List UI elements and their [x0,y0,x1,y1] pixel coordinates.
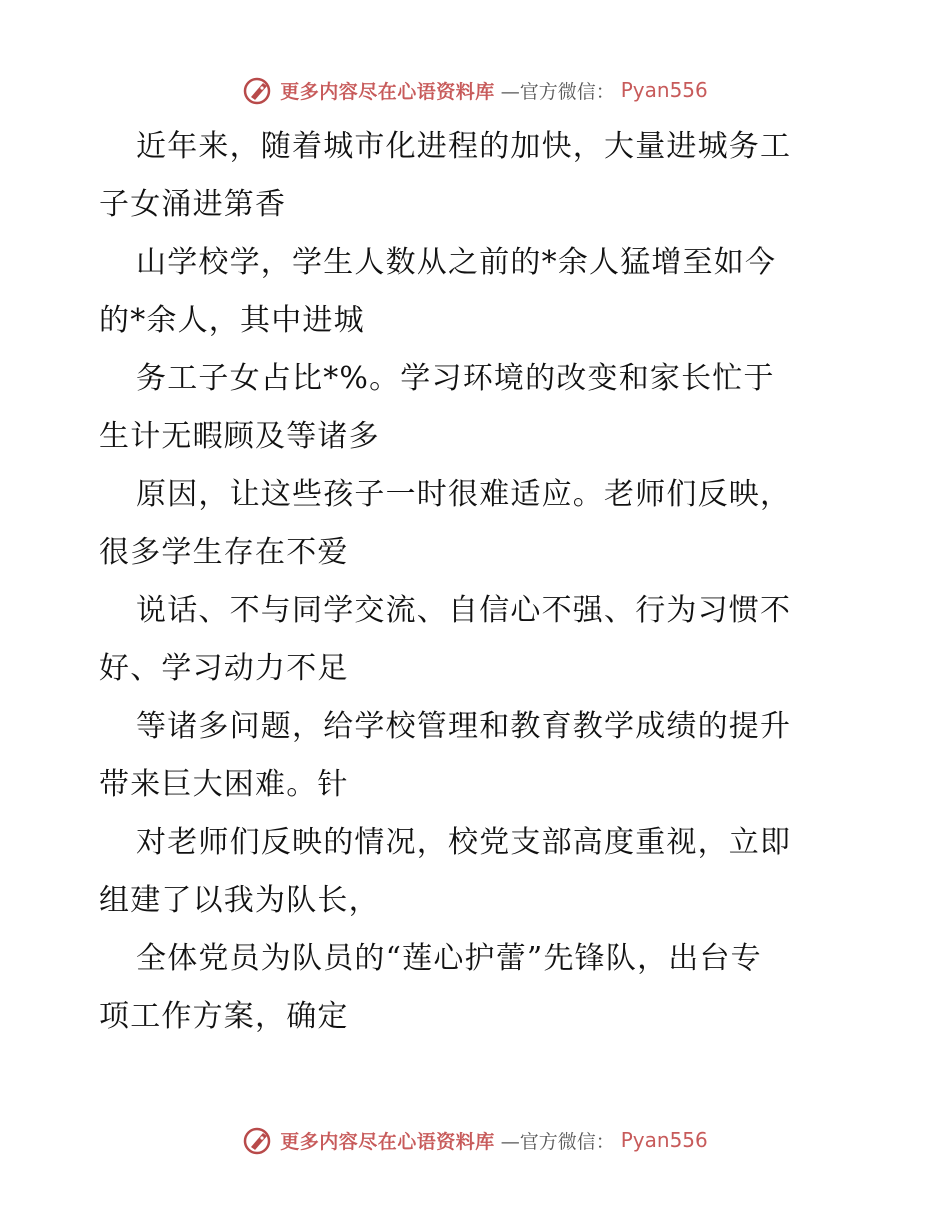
paragraph-line: 好、学习动力不足 [99,651,349,686]
paragraph-line: 原因，让这些孩子一时很难适应。老师们反映， [136,477,792,512]
paragraph-line: 近年来，随着城市化进程的加快，大量进城务工 [136,129,792,164]
footer-official-label: —官方微信： [500,1130,615,1153]
paragraph-line: 全体党员为队员的“莲心护蕾”先锋队，出台专 [136,941,762,976]
paragraph-line: 山学校学，学生人数从之前的*余人猛增至如今 [136,245,777,280]
paragraph-line: 生计无暇顾及等诸多 [99,419,380,454]
paragraph-line: 说话、不与同学交流、自信心不强、行为习惯不 [136,593,792,628]
paragraph-line: 项工作方案，确定 [99,999,349,1034]
header-wechat-id: Pyan556 [620,78,708,102]
paragraph-line: 等诸多问题，给学校管理和教育教学成绩的提升 [136,709,792,744]
footer-banner [0,1120,950,1160]
paragraph-line: 很多学生存在不爱 [99,535,349,570]
header-official-label: —官方微信： [500,80,615,103]
pen-logo-icon [242,1124,274,1156]
footer-brand: 更多内容尽在心语资料库 [280,1130,495,1153]
paragraph-line: 务工子女占比*%。学习环境的改变和家长忙于 [136,361,775,396]
footer-wechat-id: Pyan556 [620,1128,708,1152]
paragraph-line: 子女涌进第香 [99,187,287,222]
document-body [99,118,859,1046]
paragraph-line: 组建了以我为队长， [99,883,380,918]
paragraph-line: 对老师们反映的情况，校党支部高度重视，立即 [136,825,792,860]
paragraph-line: 带来巨大困难。针 [99,767,349,802]
paragraph-line: 的*余人，其中进城 [99,303,365,338]
pen-logo-icon [242,74,274,106]
header-banner [0,70,950,110]
header-brand: 更多内容尽在心语资料库 [280,80,495,103]
